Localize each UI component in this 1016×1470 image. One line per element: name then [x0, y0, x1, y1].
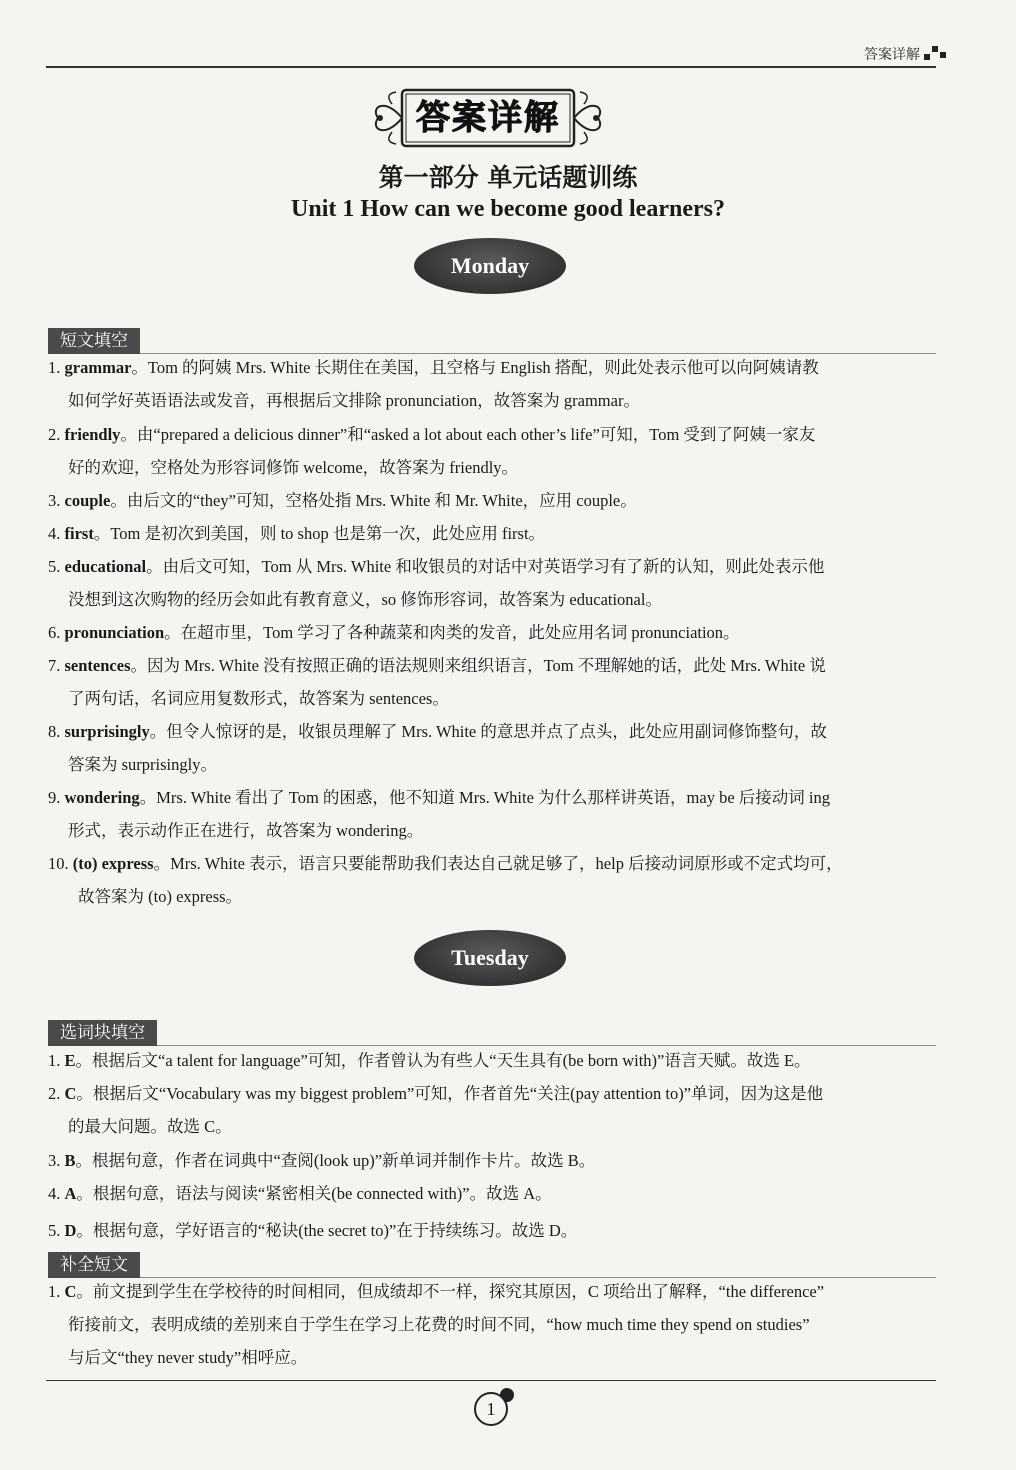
section-tag-word-block: 选词块填空 — [48, 1020, 157, 1046]
answer-number: 1. — [48, 358, 61, 377]
answer-explanation-continued: 答案为 surprisingly。 — [68, 755, 217, 774]
answer-explanation: 。根据句意，学好语言的“秘诀(the secret to)”在于持续练习。故选 D。 — [76, 1221, 578, 1240]
answer-key: C — [64, 1084, 77, 1103]
answer-key: couple — [64, 491, 111, 510]
answer-explanation: 。根据句意，作者在词典中“查阅(look up)”新单词并制作卡片。故选 B。 — [75, 1151, 596, 1170]
answer-explanation: 。根据后文“a talent for language”可知，作者曾认为有些人“天生具有(be born with)”语言天赋。故选 E。 — [75, 1051, 811, 1070]
answer-number: 3. — [48, 491, 61, 510]
answer-item — [48, 1050, 936, 1072]
section-tag-complete-passage: 补全短文 — [48, 1252, 140, 1278]
answer-key: E — [64, 1051, 76, 1070]
title-banner-text: 答案详解 — [416, 98, 560, 138]
answer-explanation: 。Mrs. White 看出了 Tom 的困惑，他不知道 Mrs. White 为什么那样讲英语，may be 后接动词 ing — [139, 788, 830, 807]
answer-number: 1. — [48, 1051, 61, 1070]
section-divider — [48, 1045, 936, 1046]
answer-key: educational — [64, 557, 147, 576]
page-number: 1 — [474, 1392, 508, 1426]
answer-item — [48, 721, 936, 743]
answer-item — [48, 787, 936, 809]
answer-item — [48, 655, 936, 677]
unit-title: Unit 1 How can we become good learners? — [291, 196, 725, 222]
answer-key: C — [64, 1282, 77, 1301]
answer-explanation: 。Tom 的阿姨 Mrs. White 长期住在美国，且空格与 English 搭配，则此处表示他可以向阿姨请教 — [131, 358, 819, 377]
answer-number: 3. — [48, 1151, 61, 1170]
answer-number: 4. — [48, 1184, 61, 1203]
answer-explanation: 。但令人惊讶的是，收银员理解了 Mrs. White 的意思并点了点头，此处应用副词修饰整句，故 — [149, 722, 827, 741]
answer-key: A — [64, 1184, 77, 1203]
answer-explanation-continued: 没想到这次购物的经历会如此有教育意义，so 修饰形容词，故答案为 educational。 — [68, 590, 662, 609]
answer-item — [48, 1220, 936, 1242]
answer-number: 1. — [48, 1282, 61, 1301]
answer-explanation-continued: 的最大问题。故选 C。 — [68, 1117, 232, 1136]
header-label: 答案详解 — [864, 47, 920, 63]
section-divider — [48, 1277, 936, 1278]
answer-explanation-continued: 了两句话，名词应用复数形式，故答案为 sentences。 — [68, 689, 449, 708]
answer-number: 7. — [48, 656, 61, 675]
answer-explanation: 。由后文可知，Tom 从 Mrs. White 和收银员的对话中对英语学习有了新的认知，则此处表示他 — [146, 557, 825, 576]
answer-key: wondering — [64, 788, 140, 807]
part-title: 第一部分 单元话题训练 — [378, 163, 638, 192]
answer-item — [48, 1083, 936, 1105]
answer-number: 9. — [48, 788, 61, 807]
answer-number: 5. — [48, 557, 61, 576]
answer-key: surprisingly — [64, 722, 150, 741]
answer-item — [48, 556, 936, 578]
answer-explanation-continued: 形式，表示动作正在进行，故答案为 wondering。 — [68, 821, 424, 840]
answer-explanation: 。Mrs. White 表示，语言只要能帮助我们表达自己就足够了，help 后接动词原形或不定式均可， — [153, 854, 843, 873]
answer-explanation: 。根据句意，语法与阅读“紧密相关(be connected with)”。故选 A。 — [76, 1184, 552, 1203]
answer-explanation: 。在超市里，Tom 学习了各种蔬菜和肉类的发音，此处应用名词 pronunciation。 — [164, 623, 740, 642]
section-tag-fill-blank: 短文填空 — [48, 328, 140, 354]
answer-key: first — [64, 524, 94, 543]
answer-item — [48, 853, 936, 875]
answer-number: 4. — [48, 524, 61, 543]
answer-explanation: 。Tom 是初次到美国，则 to shop 也是第一次，此处应用 first。 — [93, 524, 546, 543]
answer-explanation-continued: 衔接前文，表明成绩的差别来自于学生在学习上花费的时间不同，“how much time they spend on studies” — [68, 1315, 810, 1334]
answer-item — [48, 1150, 936, 1172]
answer-explanation: 。前文提到学生在学校待的时间相同，但成绩却不一样，探究其原因，C 项给出了解释，“the difference” — [76, 1282, 825, 1301]
answer-key: B — [64, 1151, 76, 1170]
day-badge-monday: Monday — [414, 238, 566, 294]
answer-number: 10. — [48, 854, 69, 873]
header-dots-icon — [924, 44, 946, 62]
answer-number: 8. — [48, 722, 61, 741]
answer-item — [48, 622, 936, 644]
answer-number: 5. — [48, 1221, 61, 1240]
answer-key: grammar — [64, 358, 132, 377]
answer-explanation-continued: 故答案为 (to) express。 — [78, 887, 243, 906]
answer-key: (to) express — [72, 854, 154, 873]
answer-explanation-continued: 好的欢迎，空格处为形容词修饰 welcome，故答案为 friendly。 — [68, 458, 519, 477]
answer-number: 6. — [48, 623, 61, 642]
answer-item — [48, 357, 936, 379]
answer-item — [48, 1281, 936, 1303]
day-badge-tuesday: Tuesday — [414, 930, 566, 986]
title-banner — [366, 86, 610, 150]
answer-key: D — [64, 1221, 77, 1240]
answer-number: 2. — [48, 425, 61, 444]
footer-rule — [46, 1380, 936, 1381]
answer-item — [48, 1183, 936, 1205]
answer-number: 2. — [48, 1084, 61, 1103]
answer-explanation: 。由后文的“they”可知，空格处指 Mrs. White 和 Mr. White，应用 couple。 — [110, 491, 637, 510]
answer-key: sentences — [64, 656, 131, 675]
answer-item — [48, 490, 936, 512]
answer-explanation: 。因为 Mrs. White 没有按照正确的语法规则来组织语言，Tom 不理解她的话，此处 Mrs. White 说 — [130, 656, 826, 675]
answer-explanation-continued: 如何学好英语语法或发音，再根据后文排除 pronunciation，故答案为 grammar。 — [68, 391, 640, 410]
answer-explanation: 。由“prepared a delicious dinner”和“asked a lot about each other’s life”可知，Tom 受到了阿姨一家友 — [120, 425, 816, 444]
section-divider — [48, 353, 936, 354]
answer-explanation: 。根据后文“Vocabulary was my biggest problem”可知，作者首先“关注(pay attention to)”单词，因为这是他 — [76, 1084, 824, 1103]
answer-explanation-continued: 与后文“they never study”相呼应。 — [68, 1348, 308, 1367]
answer-item — [48, 424, 936, 446]
answer-key: friendly — [64, 425, 121, 444]
answer-key: pronunciation — [64, 623, 165, 642]
answer-item — [48, 523, 936, 545]
header-rule — [46, 66, 936, 68]
